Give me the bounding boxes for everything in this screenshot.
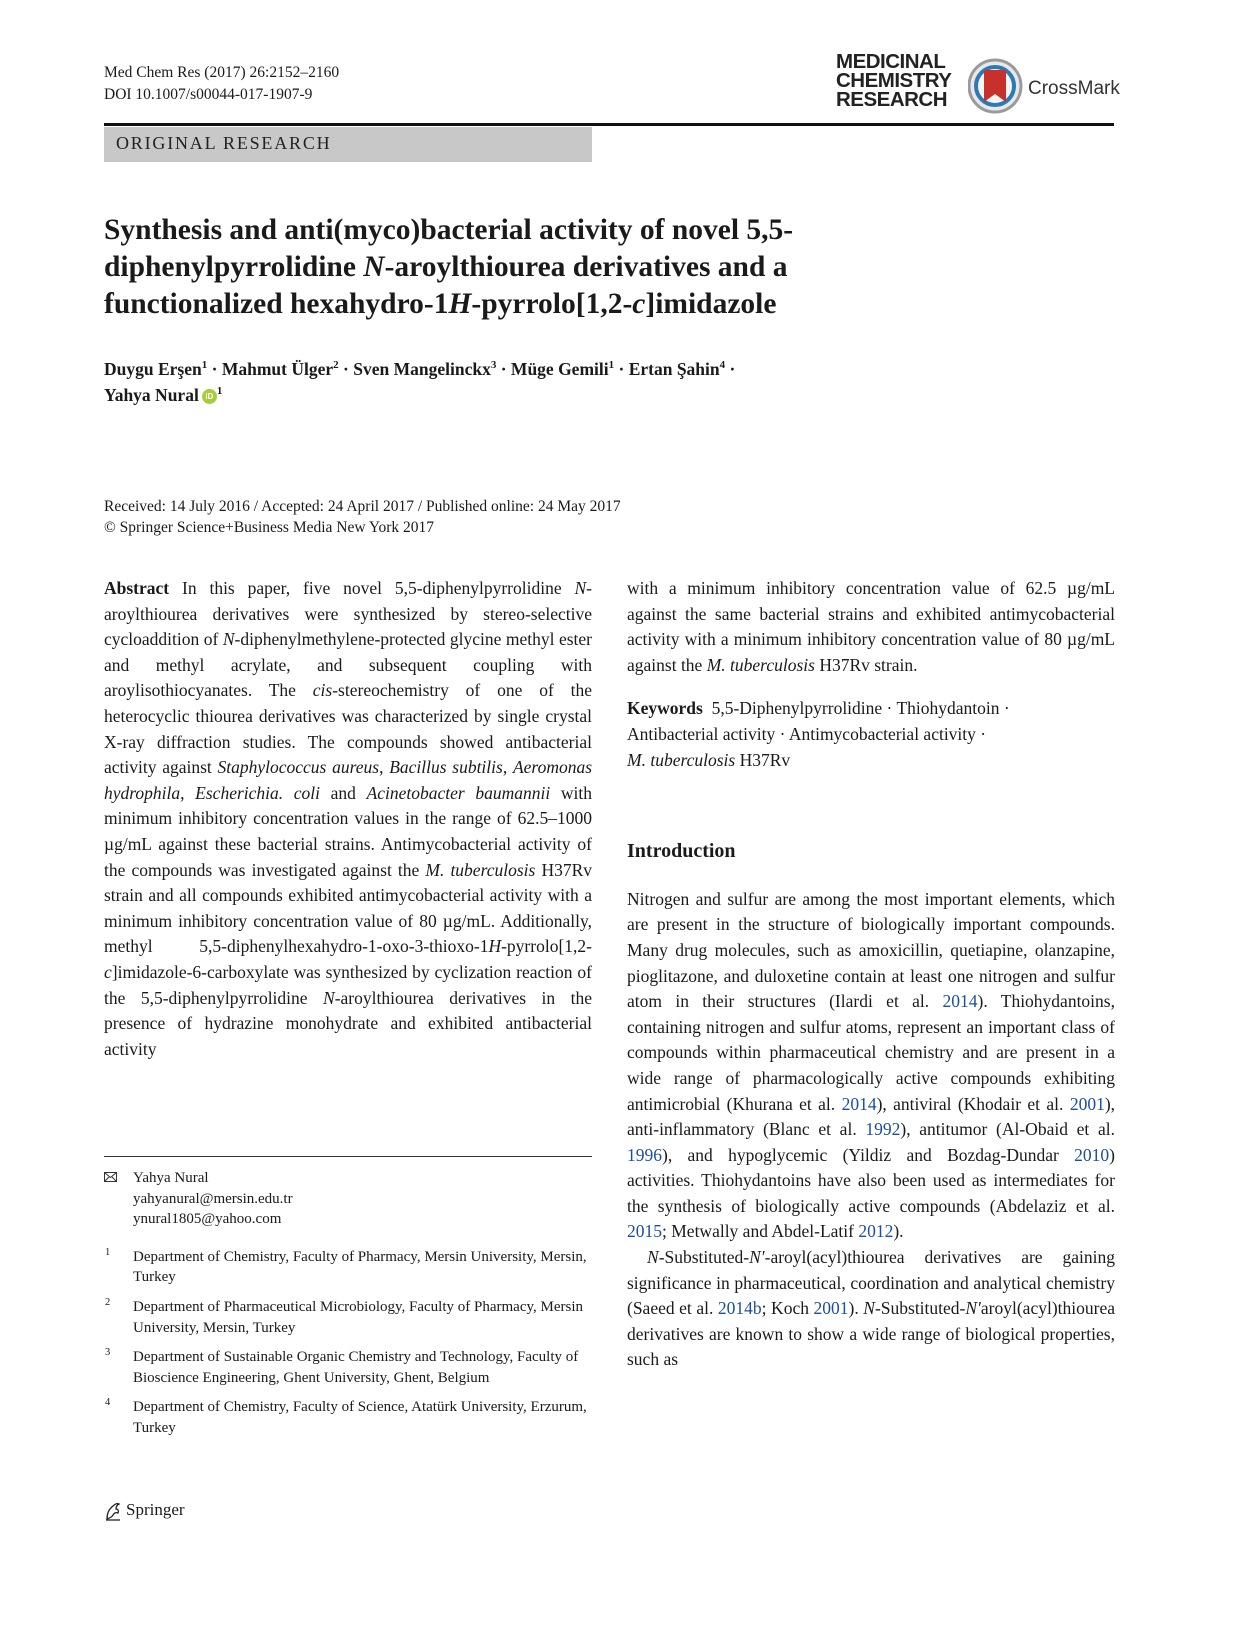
doi[interactable]: DOI 10.1007/s00044-017-1907-9 [104,86,313,103]
author[interactable]: Sven Mangelinckx$^3$ [353,359,497,379]
section-heading-introduction: Introduction [627,840,736,863]
email-link[interactable]: yahyanural@mersin.edu.tr [133,1190,293,1207]
intro-paragraph-2: N-Substituted-N′-aroyl(acyl)thiourea derivatives are gaining significance in pharmaceutical, coordination and analytical chemistry (Saeed et al. 2014b; Koch 2001). N-Substituted-N′aroyl(acyl)thiourea derivatives are known to show a wide range of biological properties, such as [627,1247,1115,1370]
citation-link[interactable]: 2014b [717,1298,762,1319]
author[interactable]: Ertan Şahin$^4$ [628,359,726,379]
copyright: © Springer Science+Business Media New York 2017 [104,519,435,536]
author-list: Duygu Erşen$^1$ · Mahmut Ülger$^2$ · Sven Mangelinckx$^3$ · Müge Gemili$^1$ · Ertan Şahin$^4$ · Yahya Nural iD $^1$ [104,359,736,405]
orcid-icon[interactable]: iD [202,389,217,404]
author[interactable]: Mahmut Ülger$^2$ [221,359,339,379]
journal-logo: MEDICINAL CHEMISTRY RESEARCH [836,50,952,111]
citation-link[interactable]: 1992 [865,1119,901,1140]
corresponding-author: Yahya Nural [133,1170,209,1186]
header-rule [104,123,1114,126]
affiliation: 1 Department of Chemistry, Faculty of Pharmacy, Mersin University, Mersin, Turkey [105,1246,587,1286]
affiliation: 2 Department of Pharmaceutical Microbiology, Faculty of Pharmacy, Mersin University, Mersin, Turkey [105,1296,584,1336]
author[interactable]: Yahya Nural iD $^1$ [104,385,223,405]
citation-link[interactable]: 1996 [627,1144,662,1165]
abstract-label: Abstract [104,578,170,598]
citation-link[interactable]: 2015 [627,1221,662,1242]
date-history: Received: 14 July 2016 / Accepted: 24 April 2017 / Published online: 24 May 2017 [104,498,621,515]
article-title: Synthesis and anti(myco)bacterial activity of novel 5,5- diphenylpyrrolidine N-aroylthiourea derivatives and a functionalized hexahydro-1H-pyrrolo[1,2-c]imidazole [104,214,794,320]
abstract-continued: with a minimum inhibitory concentration value of 62.5 µg/mL against the same bacterial strains and exhibited antimycobacterial activity with a minimum inhibitory concentration value of 80 µg/mL against the M. tuberculosis H37Rv strain. [627,578,1115,675]
publication-dates [104,496,621,538]
journal-citation: Med Chem Res (2017) 26:2152–2160 [104,64,340,81]
springer-horse-icon [104,1501,122,1521]
citation-link[interactable]: 2001 [1069,1093,1105,1114]
citation-link[interactable]: 2010 [1074,1144,1110,1165]
article-type: ORIGINAL RESEARCH [116,133,332,153]
publisher-footer [104,1500,185,1521]
envelope-icon [104,1172,117,1182]
article-type-banner [104,127,592,162]
correspondence [104,1168,592,1230]
keywords: Keywords 5,5-Diphenylpyrrolidine · Thiohydantoin · Antibacterial activity · Antimycobacterial activity · M. tuberculosis H37Rv [627,698,1010,770]
author[interactable]: Duygu Erşen$^1$ [104,359,208,379]
abstract: Abstract In this paper, five novel 5,5-diphenylpyrrolidine N-aroylthiourea derivatives were synthesized by stereo-selective cycloaddition of N-diphenylmethylene-protected glycine methyl ester and methyl acrylate, and subsequent coupling with aroylisothiocyanates. The cis-stereochemistry of one of the heterocyclic thiourea derivatives was characterized by single crystal X-ray diffraction studies. The compounds showed antibacterial activity against Staphylococcus aureus, Bacillus subtilis, Aeromonas hydrophila, Escherichia. coli and Acinetobacter baumannii with minimum inhibitory concentration values in the range of 62.5–1000 µg/mL against these bacterial strains. Antimycobacterial activity of the compounds was investigated against the M. tuberculosis H37Rv strain and all compounds exhibited antimycobacterial activity with a minimum inhibitory concentration value of 80 µg/mL. Additionally, methyl 5,5-diphenylhexahydro-1-oxo-3-thioxo-1H-pyrrolo[1,2-c]imidazole-6-carboxylate was synthesized by cyclization reaction of the 5,5-diphenylpyrrolidine N-aroylthiourea derivatives in the presence of hydrazine monohydrate and exhibited antibacterial activity [104,578,593,1059]
publisher-name: Springer [126,1500,185,1519]
email-link[interactable]: ynural1805@yahoo.com [133,1211,282,1228]
affiliation: 4 Department of Chemistry, Faculty of Science, Atatürk University, Erzurum, Turkey [105,1397,587,1436]
crossmark-label[interactable]: CrossMark [1028,78,1120,99]
journal-info [104,62,339,106]
citation-link[interactable]: 2012 [858,1221,894,1242]
citation-link[interactable]: 2014 [841,1093,877,1114]
footnote-rule [104,1156,592,1157]
citation-link[interactable]: 2001 [813,1298,849,1319]
affiliation: 3 Department of Sustainable Organic Chemistry and Technology, Faculty of Bioscience Engineering, Ghent University, Ghent, Belgium [105,1347,579,1386]
right-column [627,576,1115,1373]
crossmark-icon[interactable] [968,56,1024,116]
keywords-label: Keywords [627,698,703,719]
intro-paragraph-1: Nitrogen and sulfur are among the most important elements, which are present in the structure of biologically important compounds. Many drug molecules, such as amoxicillin, quetiapine, olanzapine, pioglitazone, and duloxetine contain at least one nitrogen and sulfur atom in their structures (Ilardi et al. 2014). Thiohydantoins, containing nitrogen and sulfur atoms, represent an important class of compounds within pharmaceutical chemistry and are present in a wide range of pharmacologically active compounds exhibiting antimicrobial (Khurana et al. 2014), antiviral (Khodair et al. 2001), anti-inflammatory (Blanc et al. 1992), antitumor (Al-Obaid et al. 1996), and hypoglycemic (Yildiz and Bozdag-Dundar 2010) activities. Thiohydantoins have also been used as intermediates for the synthesis of biologically active compounds (Abdelaziz et al. 2015; Metwally and Abdel-Latif 2012). [627,888,1116,1242]
author[interactable]: Müge Gemili$^1$ [510,359,615,379]
footnotes [104,1168,592,1448]
citation-link[interactable]: 2014 [942,991,978,1012]
